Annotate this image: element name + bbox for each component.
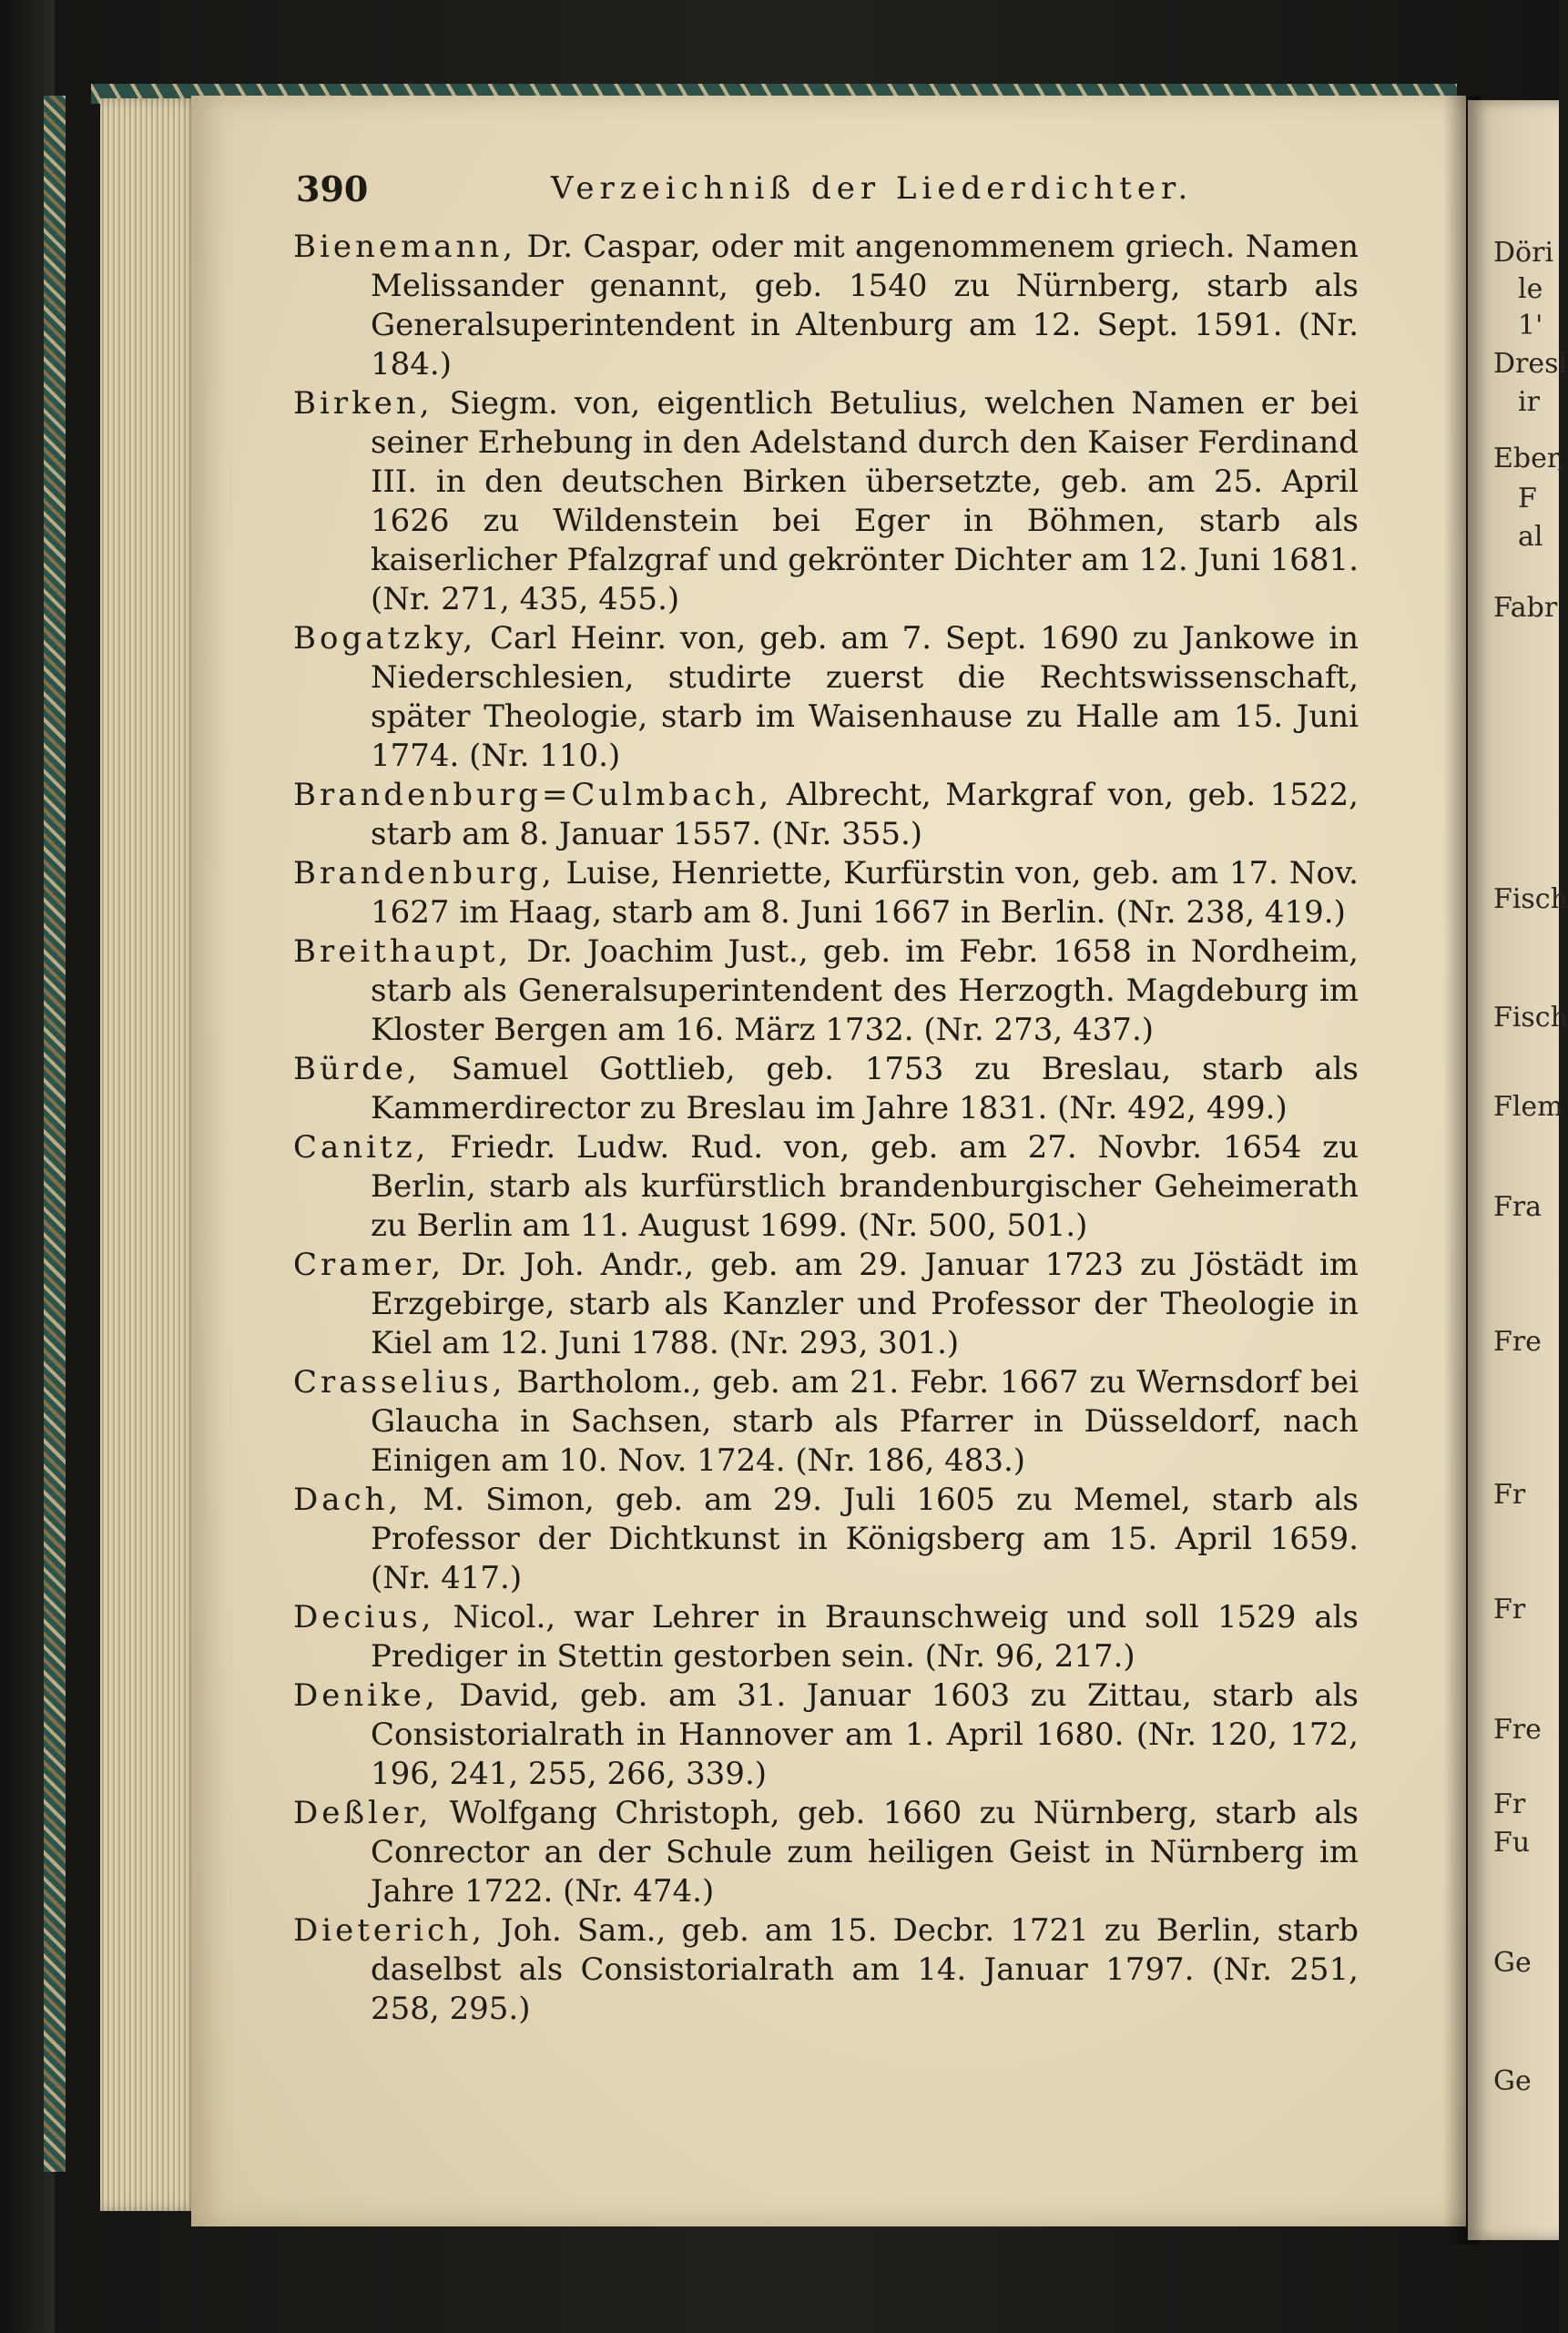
entry-name: Bogatzky, <box>293 620 477 657</box>
right-page-fragment: Dresl <box>1493 348 1568 380</box>
entry-text: Siegm. von, eigentlich Betulius, welchen Namen er bei seiner Erhebung in den Adelstand durch den Kaiser Ferdinand III. in den deutschen Birken übersetzte, geb. am 25. April 1626 zu Wildenstein bei Eger in Böhmen, starb als kaiserlicher Pfalzgraf und gekrönter Dichter am 12. Juni 1681. (Nr. 271, 435, 455.) <box>371 385 1359 617</box>
index-entry <box>293 384 1359 619</box>
index-entry <box>293 854 1359 932</box>
entry-name: Brandenburg, <box>293 855 555 891</box>
right-page-fragment: 1' <box>1518 310 1543 341</box>
entry-name: Dieterich, <box>293 1912 485 1949</box>
running-title: Verzeichniß der Liederdichter. <box>551 170 1194 207</box>
index-entry <box>293 619 1359 776</box>
right-page-fragment: Fre <box>1493 1326 1542 1358</box>
index-entry <box>293 228 1359 384</box>
entry-text: David, geb. am 31. Januar 1603 zu Zittau, starb als Consistorialrath in Hannover am 1. April 1680. (Nr. 120, 172, 196, 241, 255, 266, 339.) <box>371 1677 1359 1792</box>
index-entry <box>293 1128 1359 1246</box>
index-entry <box>293 1794 1359 1911</box>
entry-name: Decius, <box>293 1599 435 1635</box>
entry-text: Bartholom., geb. am 21. Febr. 1667 zu Wernsdorf bei Glaucha in Sachsen, starb als Pfarrer in Düsseldorf, nach Einigen am 10. Nov. 1724. (Nr. 186, 483.) <box>371 1364 1359 1479</box>
entry-name: Bürde, <box>293 1051 421 1087</box>
entry-name: Canitz, <box>293 1129 430 1166</box>
index-entry <box>293 1676 1359 1794</box>
right-page-fragment: Fisch <box>1493 1002 1568 1034</box>
index-entry <box>293 776 1359 854</box>
entry-text: Albrecht, Markgraf von, geb. 1522, starb am 8. Januar 1557. (Nr. 355.) <box>371 777 1359 852</box>
right-page-fragment: Döri <box>1493 237 1554 269</box>
right-page-fragment: al <box>1518 521 1543 553</box>
index-entry <box>293 1363 1359 1481</box>
right-page-fragment: Fisch <box>1493 883 1568 915</box>
entry-name: Crasselius, <box>293 1364 506 1401</box>
entry-name: Cramer, <box>293 1247 445 1283</box>
right-page-fragment: Ge <box>1493 2065 1532 2097</box>
index-entry <box>293 1246 1359 1363</box>
poet-index-list <box>293 228 1359 2029</box>
index-entry <box>293 1911 1359 2029</box>
right-page-fragment: Fu <box>1493 1827 1531 1859</box>
entry-text: Luise, Henriette, Kurfürstin von, geb. am 17. Nov. 1627 im Haag, starb am 8. Juni 1667 in Berlin. (Nr. 238, 419.) <box>371 855 1359 931</box>
right-page-fragment: Fr <box>1493 1594 1526 1625</box>
right-page-fragment: Flem <box>1493 1091 1563 1123</box>
page-number: 390 <box>296 168 369 209</box>
page-header <box>296 168 1207 214</box>
right-page-fragment: Eber, <box>1493 443 1566 474</box>
entry-name: Deßler, <box>293 1795 433 1831</box>
entry-text: Dr. Joachim Just., geb. im Febr. 1658 in Nordheim, starb als Generalsuperintendent des Herzogth. Magdeburg im Kloster Bergen am 16. März 1732. (Nr. 273, 437.) <box>371 933 1359 1048</box>
right-page-fragment: ir <box>1518 386 1540 418</box>
right-page-fragment: Fr <box>1493 1479 1526 1511</box>
index-entry <box>293 1050 1359 1128</box>
entry-text: M. Simon, geb. am 29. Juli 1605 zu Memel, starb als Professor der Dichtkunst in Königsberg am 15. April 1659. (Nr. 417.) <box>371 1482 1359 1596</box>
right-page-edge <box>1468 100 1568 2240</box>
entry-text: Friedr. Ludw. Rud. von, geb. am 27. Novbr. 1654 zu Berlin, starb als kurfürstlich brandenburgischer Geheimerath zu Berlin am 11. August 1699. (Nr. 500, 501.) <box>371 1129 1359 1244</box>
entry-name: Birken, <box>293 385 433 422</box>
entry-text: Wolfgang Christoph, geb. 1660 zu Nürnberg, starb als Conrector an der Schule zum heiligen Geist in Nürnberg im Jahre 1722. (Nr. 474.) <box>371 1795 1359 1910</box>
right-page-fragment: F <box>1518 483 1537 514</box>
index-entry <box>293 932 1359 1050</box>
right-page-fragment: Fabr <box>1493 592 1558 624</box>
entry-text: Nicol., war Lehrer in Braunschweig und soll 1529 als Prediger in Stettin gestorben sein. (Nr. 96, 217.) <box>371 1599 1359 1675</box>
decorative-binding-border <box>44 96 66 2172</box>
index-entry <box>293 1598 1359 1676</box>
right-page-fragment: le <box>1518 273 1543 305</box>
entry-name: Dach, <box>293 1482 402 1518</box>
index-entry <box>293 1481 1359 1598</box>
entry-text: Dr. Caspar, oder mit angenommenem griech. Namen Melissander genannt, geb. 1540 zu Nürnberg, starb als Generalsuperintendent in Altenburg am 12. Sept. 1591. (Nr. 184.) <box>371 229 1359 382</box>
entry-name: Breithaupt, <box>293 933 513 970</box>
entry-text: Samuel Gottlieb, geb. 1753 zu Breslau, starb als Kammerdirector zu Breslau im Jahre 1831. (Nr. 492, 499.) <box>371 1051 1359 1126</box>
entry-text: Joh. Sam., geb. am 15. Decbr. 1721 zu Berlin, starb daselbst als Consistorialrath am 14. Januar 1797. (Nr. 251, 258, 295.) <box>371 1912 1359 2027</box>
right-page-fragment: Fra <box>1493 1191 1543 1223</box>
right-page-fragment: Fre <box>1493 1714 1542 1746</box>
right-page-fragment: Fr <box>1493 1788 1526 1820</box>
right-page-fragment: Ge <box>1493 1947 1532 1979</box>
entry-text: Carl Heinr. von, geb. am 7. Sept. 1690 zu Jankowe in Niederschlesien, studirte zuerst die Rechtswissenschaft, später Theologie, starb im Waisenhause zu Halle am 15. Juni 1774. (Nr. 110.) <box>371 620 1359 774</box>
entry-name: Brandenburg=Culmbach, <box>293 777 773 813</box>
entry-name: Denike, <box>293 1677 439 1714</box>
entry-text: Dr. Joh. Andr., geb. am 29. Januar 1723 zu Jöstädt im Erzgebirge, starb als Kanzler und Professor der Theologie in Kiel am 12. Juni 1788. (Nr. 293, 301.) <box>371 1247 1359 1361</box>
entry-name: Bienemann, <box>293 229 517 265</box>
page-stack-edges <box>100 98 200 2211</box>
